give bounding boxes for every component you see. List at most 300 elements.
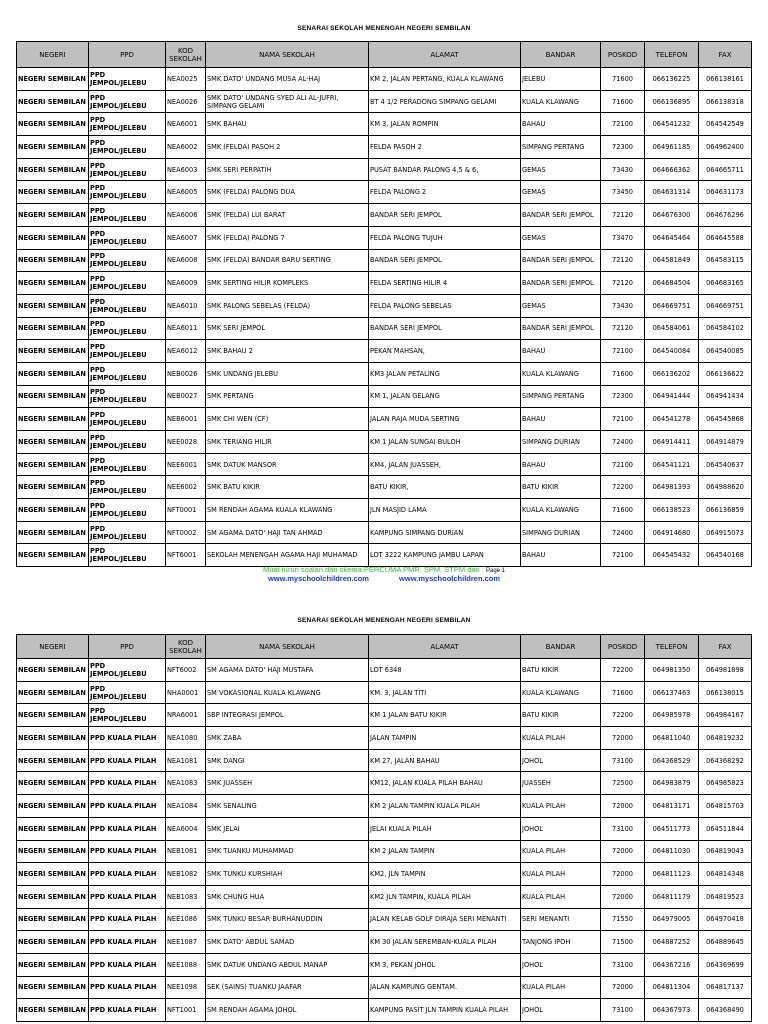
poskod-cell: 73100 [601, 953, 645, 976]
ppd-cell: PPD JEMPOL/JELEBU [89, 226, 166, 249]
nama-sekolah-cell: SMK TUNKU KURSHIAH [206, 863, 369, 886]
table-row [17, 453, 752, 476]
poskod-cell: 71500 [601, 931, 645, 954]
negeri-cell: NEGERI SEMBILAN [17, 795, 89, 818]
ppd-cell: PPD KUALA PILAH [89, 976, 166, 999]
ppd-cell: PPD KUALA PILAH [89, 817, 166, 840]
bandar-cell: BANDAR SERI JEMPOL [521, 317, 601, 340]
table-row [17, 431, 752, 454]
ppd-cell: PPD JEMPOL/JELEBU [89, 136, 166, 159]
kod-sekolah-cell: NEA6011 [166, 317, 206, 340]
kod-sekolah-cell: NHA0001 [166, 681, 206, 704]
nama-sekolah-cell: SMK BAHAU 2 [206, 340, 369, 363]
table-row [17, 499, 752, 522]
ppd-cell: PPD JEMPOL/JELEBU [89, 158, 166, 181]
kod-sekolah-cell: NEA6012 [166, 340, 206, 363]
alamat-cell: KM2, JLN TAMPIN [369, 863, 521, 886]
alamat-cell: KM 27, JALAN BAHAU [369, 749, 521, 772]
fax-cell: 064814348 [699, 863, 752, 886]
nama-sekolah-cell: SEK (SAINS) TUANKU JAAFAR [206, 976, 369, 999]
poskod-cell: 72200 [601, 659, 645, 682]
poskod-cell: 72000 [601, 863, 645, 886]
negeri-cell: NEGERI SEMBILAN [17, 749, 89, 772]
kod-sekolah-cell: NFT0002 [166, 521, 206, 544]
negeri-cell: NEGERI SEMBILAN [17, 272, 89, 295]
ppd-cell: PPD JEMPOL/JELEBU [89, 704, 166, 727]
table-row [17, 362, 752, 385]
alamat-cell: FELDA PALONG 2 [369, 181, 521, 204]
nama-sekolah-cell: SMK BATU KIKIR [206, 476, 369, 499]
table-row [17, 340, 752, 363]
telefon-cell: 064981393 [645, 476, 699, 499]
kod-sekolah-cell: NFT1001 [166, 999, 206, 1022]
bandar-cell: KUALA KLAWANG [521, 499, 601, 522]
kod-sekolah-cell: NEA6005 [166, 181, 206, 204]
table-row [17, 249, 752, 272]
kod-sekolah-cell: NEB0026 [166, 362, 206, 385]
page-footer [0, 566, 768, 583]
alamat-cell: JALAN KELAB GOLF DIRAJA SERI MENANTI [369, 908, 521, 931]
negeri-cell: NEGERI SEMBILAN [17, 136, 89, 159]
nama-sekolah-cell: SM RENDAH AGAMA JOHOL [206, 999, 369, 1022]
negeri-cell: NEGERI SEMBILAN [17, 90, 89, 113]
telefon-cell: 064584061 [645, 317, 699, 340]
negeri-cell: NEGERI SEMBILAN [17, 249, 89, 272]
ppd-cell: PPD JEMPOL/JELEBU [89, 544, 166, 567]
kod-sekolah-cell: NEE1098 [166, 976, 206, 999]
fax-cell: 064683165 [699, 272, 752, 295]
poskod-cell: 72100 [601, 408, 645, 431]
table-row [17, 817, 752, 840]
fax-cell: 064584102 [699, 317, 752, 340]
fax-cell: 066136622 [699, 362, 752, 385]
telefon-cell: 064914411 [645, 431, 699, 454]
poskod-cell: 72400 [601, 431, 645, 454]
negeri-cell: NEGERI SEMBILAN [17, 181, 89, 204]
kod-sekolah-cell: NFT6001 [166, 544, 206, 567]
ppd-cell: PPD KUALA PILAH [89, 727, 166, 750]
ppd-cell: PPD JEMPOL/JELEBU [89, 385, 166, 408]
table-row [17, 704, 752, 727]
alamat-cell: LOT 3222 KAMPUNG JAMBU LAPAN [369, 544, 521, 567]
bandar-cell: KUALA KLAWANG [521, 90, 601, 113]
table-row [17, 659, 752, 682]
alamat-cell: JALAN RAJA MUDA SERTING [369, 408, 521, 431]
negeri-cell: NEGERI SEMBILAN [17, 885, 89, 908]
fax-cell: 064669751 [699, 294, 752, 317]
fax-cell: 066138161 [699, 68, 752, 91]
website-link[interactable]: www.myschoolchildren.com [399, 574, 501, 583]
bandar-cell: JOHOL [521, 999, 601, 1022]
ppd-cell: PPD JEMPOL/JELEBU [89, 681, 166, 704]
nama-sekolah-cell: SMK DANGI [206, 749, 369, 772]
table-row [17, 90, 752, 113]
column-header: TELEFON [645, 635, 699, 659]
telefon-cell: 064811040 [645, 727, 699, 750]
fax-cell: 064511844 [699, 817, 752, 840]
kod-sekolah-cell: NEB6001 [166, 408, 206, 431]
promo-text: Muat turun soalan dan skema PERCUMA PMR, SPM, STPM dari : [262, 565, 484, 574]
bandar-cell: JELEBU [521, 68, 601, 91]
ppd-cell: PPD KUALA PILAH [89, 908, 166, 931]
alamat-cell: KM3 JALAN PETALING [369, 362, 521, 385]
negeri-cell: NEGERI SEMBILAN [17, 659, 89, 682]
bandar-cell: GEMAS [521, 294, 601, 317]
negeri-cell: NEGERI SEMBILAN [17, 158, 89, 181]
ppd-cell: PPD KUALA PILAH [89, 772, 166, 795]
table-row [17, 204, 752, 227]
nama-sekolah-cell: SMK BAHAU [206, 113, 369, 136]
column-header: POSKOD [601, 635, 645, 659]
telefon-cell: 064367216 [645, 953, 699, 976]
telefon-cell: 064981350 [645, 659, 699, 682]
nama-sekolah-cell: SMK DATO' UNDANG MUSA AL-HAJ [206, 68, 369, 91]
telefon-cell: 064581849 [645, 249, 699, 272]
bandar-cell: GEMAS [521, 181, 601, 204]
bandar-cell: KUALA PILAH [521, 727, 601, 750]
nama-sekolah-cell: SMK SERTING HILIR KOMPLEKS [206, 272, 369, 295]
fax-cell: 064981898 [699, 659, 752, 682]
bandar-cell: GEMAS [521, 158, 601, 181]
poskod-cell: 72100 [601, 340, 645, 363]
kod-sekolah-cell: NFT6002 [166, 659, 206, 682]
kod-sekolah-cell: NEA6006 [166, 204, 206, 227]
ppd-cell: PPD KUALA PILAH [89, 795, 166, 818]
telefon-cell: 064645464 [645, 226, 699, 249]
table-row [17, 727, 752, 750]
ppd-cell: PPD JEMPOL/JELEBU [89, 68, 166, 91]
kod-sekolah-cell: NEA6002 [166, 136, 206, 159]
negeri-cell: NEGERI SEMBILAN [17, 681, 89, 704]
bandar-cell: KUALA PILAH [521, 795, 601, 818]
poskod-cell: 72100 [601, 113, 645, 136]
ppd-cell: PPD KUALA PILAH [89, 749, 166, 772]
table-row [17, 749, 752, 772]
kod-sekolah-cell: NRA6001 [166, 704, 206, 727]
negeri-cell: NEGERI SEMBILAN [17, 362, 89, 385]
telefon-cell: 064684504 [645, 272, 699, 295]
table-row [17, 136, 752, 159]
bandar-cell: BATU KIKIR [521, 476, 601, 499]
bandar-cell: JOHOL [521, 817, 601, 840]
ppd-cell: PPD JEMPOL/JELEBU [89, 204, 166, 227]
website-link[interactable]: www.myschoolchildren.com [267, 574, 369, 583]
table-row [17, 681, 752, 704]
ppd-cell: PPD JEMPOL/JELEBU [89, 113, 166, 136]
poskod-cell: 73470 [601, 226, 645, 249]
nama-sekolah-cell: SMK SERI PERPATIH [206, 158, 369, 181]
column-header: NAMA SEKOLAH [206, 42, 369, 68]
nama-sekolah-cell: SMK TERIANG HILIR [206, 431, 369, 454]
alamat-cell: KM. 3, JALAN TITI [369, 681, 521, 704]
fax-cell: 064676296 [699, 204, 752, 227]
telefon-cell: 064669751 [645, 294, 699, 317]
nama-sekolah-cell: SMK ZABA [206, 727, 369, 750]
bandar-cell: BANDAR SERI JEMPOL [521, 204, 601, 227]
bandar-cell: BANDAR SERI JEMPOL [521, 249, 601, 272]
negeri-cell: NEGERI SEMBILAN [17, 704, 89, 727]
ppd-cell: PPD JEMPOL/JELEBU [89, 431, 166, 454]
nama-sekolah-cell: SM AGAMA DATO' HAJI TAN AHMAD [206, 521, 369, 544]
bandar-cell: KUALA PILAH [521, 885, 601, 908]
ppd-cell: PPD JEMPOL/JELEBU [89, 249, 166, 272]
nama-sekolah-cell: SMK (FELDA) PALONG DUA [206, 181, 369, 204]
poskod-cell: 71600 [601, 681, 645, 704]
fax-cell: 064583115 [699, 249, 752, 272]
kod-sekolah-cell: NEE1087 [166, 931, 206, 954]
negeri-cell: NEGERI SEMBILAN [17, 772, 89, 795]
poskod-cell: 71600 [601, 68, 645, 91]
bandar-cell: KUALA PILAH [521, 863, 601, 886]
nama-sekolah-cell: SMK DATUK UNDANG ABDUL MANAP [206, 953, 369, 976]
poskod-cell: 72000 [601, 795, 645, 818]
alamat-cell: FELDA PASOH 2 [369, 136, 521, 159]
table-row [17, 68, 752, 91]
telefon-cell: 066137463 [645, 681, 699, 704]
negeri-cell: NEGERI SEMBILAN [17, 544, 89, 567]
telefon-cell: 064368529 [645, 749, 699, 772]
ppd-cell: PPD JEMPOL/JELEBU [89, 362, 166, 385]
table-row [17, 521, 752, 544]
ppd-cell: PPD JEMPOL/JELEBU [89, 340, 166, 363]
kod-sekolah-cell: NEA1083 [166, 772, 206, 795]
alamat-cell: JALAN KAMPUNG GENTAM. [369, 976, 521, 999]
bandar-cell: GEMAS [521, 226, 601, 249]
nama-sekolah-cell: SMK PERTANG [206, 385, 369, 408]
nama-sekolah-cell: SMK JELAI [206, 817, 369, 840]
nama-sekolah-cell: SMK UNDANG JELEBU [206, 362, 369, 385]
column-header: FAX [699, 42, 752, 68]
fax-cell: 064540085 [699, 340, 752, 363]
telefon-cell: 064511773 [645, 817, 699, 840]
negeri-cell: NEGERI SEMBILAN [17, 476, 89, 499]
poskod-cell: 72120 [601, 317, 645, 340]
alamat-cell: FELDA PALONG SEBELAS [369, 294, 521, 317]
alamat-cell: KM12, JALAN KUALA PILAH BAHAU [369, 772, 521, 795]
bandar-cell: SIMPANG DURIAN [521, 521, 601, 544]
page-title: SENARAI SEKOLAH MENENGAH NEGERI SEMBILAN [297, 617, 471, 624]
ppd-cell: PPD JEMPOL/JELEBU [89, 90, 166, 113]
column-header: ALAMAT [369, 635, 521, 659]
alamat-cell: KM 1 JALAN BATU KIKIR [369, 704, 521, 727]
telefon-cell: 064631314 [645, 181, 699, 204]
alamat-cell: FELDA SERTING HILIR 4 [369, 272, 521, 295]
table-row [17, 840, 752, 863]
fax-cell: 064819043 [699, 840, 752, 863]
ppd-cell: PPD JEMPOL/JELEBU [89, 317, 166, 340]
poskod-cell: 72400 [601, 521, 645, 544]
bandar-cell: JOHOL [521, 749, 601, 772]
negeri-cell: NEGERI SEMBILAN [17, 453, 89, 476]
alamat-cell: BATU KIKIR, [369, 476, 521, 499]
kod-sekolah-cell: NEB0027 [166, 385, 206, 408]
bandar-cell: SIMPANG PERTANG [521, 385, 601, 408]
alamat-cell: KM 3, JALAN ROMPIN [369, 113, 521, 136]
bandar-cell: BANDAR SERI JEMPOL [521, 272, 601, 295]
ppd-cell: PPD KUALA PILAH [89, 931, 166, 954]
poskod-cell: 72120 [601, 272, 645, 295]
bandar-cell: JUASSEH [521, 772, 601, 795]
column-header: BANDAR [521, 42, 601, 68]
bandar-cell: KUALA KLAWANG [521, 681, 601, 704]
kod-sekolah-cell: NEB1082 [166, 863, 206, 886]
nama-sekolah-cell: SMK SENALING [206, 795, 369, 818]
page-number: Page 1 [485, 568, 506, 574]
table-row [17, 931, 752, 954]
negeri-cell: NEGERI SEMBILAN [17, 68, 89, 91]
bandar-cell: KUALA PILAH [521, 840, 601, 863]
table-row [17, 999, 752, 1022]
kod-sekolah-cell: NEE6002 [166, 476, 206, 499]
fax-cell: 064962400 [699, 136, 752, 159]
poskod-cell: 73100 [601, 999, 645, 1022]
negeri-cell: NEGERI SEMBILAN [17, 204, 89, 227]
table-row [17, 795, 752, 818]
poskod-cell: 72100 [601, 453, 645, 476]
negeri-cell: NEGERI SEMBILAN [17, 317, 89, 340]
nama-sekolah-cell: SMK (FELDA) LUI BARAT [206, 204, 369, 227]
negeri-cell: NEGERI SEMBILAN [17, 976, 89, 999]
bandar-cell: BATU KIKIR [521, 704, 601, 727]
ppd-cell: PPD JEMPOL/JELEBU [89, 453, 166, 476]
telefon-cell: 064979005 [645, 908, 699, 931]
kod-sekolah-cell: NEA0026 [166, 90, 206, 113]
nama-sekolah-cell: SBP INTEGRASI JEMPOL [206, 704, 369, 727]
fax-cell: 064368490 [699, 999, 752, 1022]
poskod-cell: 73450 [601, 181, 645, 204]
poskod-cell: 72000 [601, 727, 645, 750]
telefon-cell: 064985978 [645, 704, 699, 727]
column-header: TELEFON [645, 42, 699, 68]
kod-sekolah-cell: NEA6010 [166, 294, 206, 317]
table-row [17, 953, 752, 976]
ppd-cell: PPD JEMPOL/JELEBU [89, 521, 166, 544]
school-table [16, 41, 752, 567]
negeri-cell: NEGERI SEMBILAN [17, 431, 89, 454]
fax-cell: 064915073 [699, 521, 752, 544]
table-header-row [17, 42, 752, 68]
negeri-cell: NEGERI SEMBILAN [17, 840, 89, 863]
poskod-cell: 72000 [601, 885, 645, 908]
table-row [17, 772, 752, 795]
table-row [17, 226, 752, 249]
alamat-cell: LOT 6348 [369, 659, 521, 682]
nama-sekolah-cell: SMK (FELDA) PALONG 7 [206, 226, 369, 249]
alamat-cell: KM2 JLN TAMPIN, KUALA PILAH [369, 885, 521, 908]
column-header: NAMA SEKOLAH [206, 635, 369, 659]
alamat-cell: KM 3, PEKAN JOHOL [369, 953, 521, 976]
column-header: PPD [89, 635, 166, 659]
negeri-cell: NEGERI SEMBILAN [17, 385, 89, 408]
alamat-cell: KAMPUNG PASIT JLN TAMPIN KUALA PILAH [369, 999, 521, 1022]
negeri-cell: NEGERI SEMBILAN [17, 908, 89, 931]
alamat-cell: KAMPUNG SIMPANG DURIAN [369, 521, 521, 544]
bandar-cell: BAHAU [521, 453, 601, 476]
alamat-cell: KM 2, JALAN PERTANG, KUALA KLAWANG [369, 68, 521, 91]
ppd-cell: PPD JEMPOL/JELEBU [89, 408, 166, 431]
kod-sekolah-cell: NEE1088 [166, 953, 206, 976]
kod-sekolah-cell: NFT0001 [166, 499, 206, 522]
alamat-cell: FELDA PALONG TUJUH [369, 226, 521, 249]
poskod-cell: 72000 [601, 840, 645, 863]
column-header: ALAMAT [369, 42, 521, 68]
table-row [17, 294, 752, 317]
alamat-cell: KM 1, JALAN GELANG [369, 385, 521, 408]
fax-cell: 066138318 [699, 90, 752, 113]
negeri-cell: NEGERI SEMBILAN [17, 817, 89, 840]
alamat-cell: BT 4 1/2 PERADONG SIMPANG GELAMI [369, 90, 521, 113]
bandar-cell: SIMPANG PERTANG [521, 136, 601, 159]
table-row [17, 181, 752, 204]
kod-sekolah-cell: NEE0028 [166, 431, 206, 454]
alamat-cell: PUSAT BANDAR PALONG 4,5 & 6, [369, 158, 521, 181]
telefon-cell: 064545432 [645, 544, 699, 567]
poskod-cell: 72100 [601, 544, 645, 567]
nama-sekolah-cell: SMK JUASSEH [206, 772, 369, 795]
negeri-cell: NEGERI SEMBILAN [17, 294, 89, 317]
ppd-cell: PPD JEMPOL/JELEBU [89, 476, 166, 499]
alamat-cell: BANDAR SERI JEMPOL [369, 204, 521, 227]
fax-cell: 064985823 [699, 772, 752, 795]
poskod-cell: 73100 [601, 817, 645, 840]
column-header: PPD [89, 42, 166, 68]
nama-sekolah-cell: SMK CHI WEN (CF) [206, 408, 369, 431]
alamat-cell: KM 30 JALAN SEREMBAN-KUALA PILAH [369, 931, 521, 954]
telefon-cell: 066136895 [645, 90, 699, 113]
nama-sekolah-cell: SMK SERI JEMPOL [206, 317, 369, 340]
bandar-cell: KUALA KLAWANG [521, 362, 601, 385]
kod-sekolah-cell: NEA6009 [166, 272, 206, 295]
nama-sekolah-cell: SMK (FELDA) BANDAR BARU SERTING [206, 249, 369, 272]
telefon-cell: 064540084 [645, 340, 699, 363]
bandar-cell: KUALA PILAH [521, 976, 601, 999]
fax-cell: 064665711 [699, 158, 752, 181]
poskod-cell: 71600 [601, 90, 645, 113]
alamat-cell: KM 2 JALAN TAMPIN [369, 840, 521, 863]
nama-sekolah-cell: SMK DATO' ABDUL SAMAD [206, 931, 369, 954]
negeri-cell: NEGERI SEMBILAN [17, 931, 89, 954]
kod-sekolah-cell: NEA1081 [166, 749, 206, 772]
fax-cell: 064631173 [699, 181, 752, 204]
bandar-cell: BAHAU [521, 544, 601, 567]
fax-cell: 064542549 [699, 113, 752, 136]
table-row [17, 158, 752, 181]
ppd-cell: PPD JEMPOL/JELEBU [89, 499, 166, 522]
fax-cell: 064817137 [699, 976, 752, 999]
table-row [17, 317, 752, 340]
negeri-cell: NEGERI SEMBILAN [17, 499, 89, 522]
poskod-cell: 71600 [601, 499, 645, 522]
poskod-cell: 72200 [601, 476, 645, 499]
negeri-cell: NEGERI SEMBILAN [17, 953, 89, 976]
ppd-cell: PPD KUALA PILAH [89, 885, 166, 908]
bandar-cell: SIMPANG DURIAN [521, 431, 601, 454]
alamat-cell: BANDAR SERI JEMPOL [369, 249, 521, 272]
telefon-cell: 064961185 [645, 136, 699, 159]
telefon-cell: 064367973 [645, 999, 699, 1022]
nama-sekolah-cell: SM RENDAH AGAMA KUALA KLAWANG [206, 499, 369, 522]
nama-sekolah-cell: SMK CHUNG HUA [206, 885, 369, 908]
column-header: KOD SEKOLAH [166, 42, 206, 68]
telefon-cell: 064676300 [645, 204, 699, 227]
fax-cell: 064970418 [699, 908, 752, 931]
telefon-cell: 064811030 [645, 840, 699, 863]
fax-cell: 066136859 [699, 499, 752, 522]
kod-sekolah-cell: NEB1083 [166, 885, 206, 908]
negeri-cell: NEGERI SEMBILAN [17, 727, 89, 750]
bandar-cell: SERI MENANTI [521, 908, 601, 931]
fax-cell: 064819523 [699, 885, 752, 908]
